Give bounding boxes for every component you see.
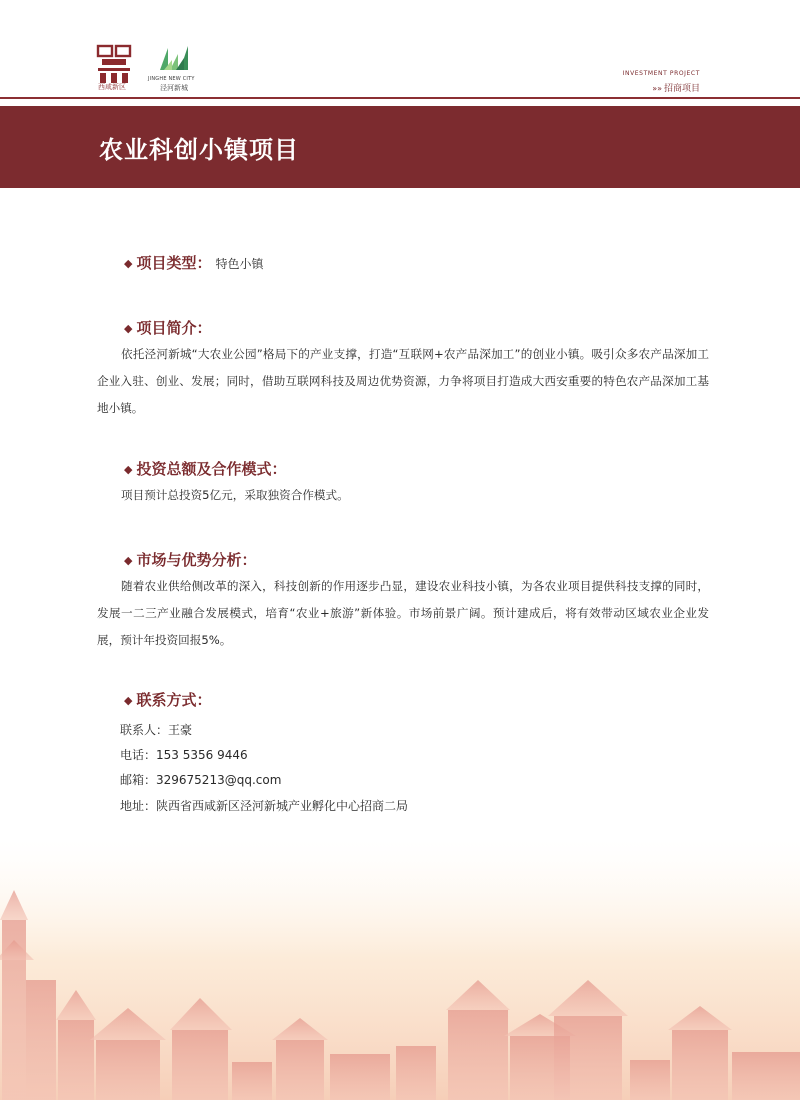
- investment-paragraph: 项目预计总投资5亿元，采取独资合作模式。: [121, 488, 349, 502]
- diamond-bullet-icon: ◆: [124, 257, 133, 270]
- diamond-bullet-icon: ◆: [124, 322, 133, 335]
- section-type: [124, 252, 264, 273]
- jinghe-logo-cn: 泾河新城: [160, 84, 188, 92]
- section-investment: [124, 458, 286, 479]
- section-market: [124, 549, 256, 570]
- diamond-bullet-icon: ◆: [124, 694, 133, 707]
- project-type-value: 特色小镇: [215, 257, 264, 271]
- intro-paragraph: 依托泾河新城“大农业公园”格局下的产业支撑，打造“互联网+农产品深加工”的创业小镇。吸引众多农产品深加工企业入驻、创业、发展；同时，借助互联网科技及周边优势资源，力争将项目打造成大西安重要的特色农产品深加工基地小镇。: [97, 347, 709, 415]
- contact-phone: 电话：153 5356 9446: [120, 748, 248, 762]
- investment-cn: 招商项目: [663, 84, 700, 94]
- contact-email: 邮箱：329675213@qq.com: [120, 773, 282, 787]
- section-market-heading: 市场与优势分析：: [136, 551, 257, 569]
- section-intro-heading: 项目简介：: [136, 319, 212, 337]
- contact-person: 联系人：王豪: [120, 723, 193, 737]
- section-type-heading: 项目类型：: [136, 254, 212, 272]
- contact-address: 地址：陕西省西咸新区泾河新城产业孵化中心招商二局: [120, 799, 409, 813]
- page-title: 农业科创小镇项目: [99, 135, 299, 164]
- market-paragraph: 随着农业供给侧改革的深入，科技创新的作用逐步凸显，建设农业科技小镇，为各农业项目提供科技支撑的同时，发展一二三产业融合发展模式，培育“农业+旅游”新体验。市场前景广阔。预计建成后，将有效带动区域农业企业发展，预计年投资回报5%。: [97, 579, 709, 647]
- xixian-logo-text: 西咸新区: [98, 83, 126, 91]
- investment-en: INVESTMENT PROJECT: [622, 70, 700, 77]
- diamond-bullet-icon: ◆: [124, 554, 133, 567]
- jinghe-logo-en: JINGHE NEW CITY: [148, 76, 195, 82]
- double-arrow-icon: »»: [652, 84, 662, 93]
- section-contact: [124, 689, 211, 710]
- diamond-bullet-icon: ◆: [124, 463, 133, 476]
- section-investment-heading: 投资总额及合作模式：: [136, 460, 287, 478]
- section-contact-heading: 联系方式：: [136, 691, 212, 709]
- section-intro: [124, 317, 211, 338]
